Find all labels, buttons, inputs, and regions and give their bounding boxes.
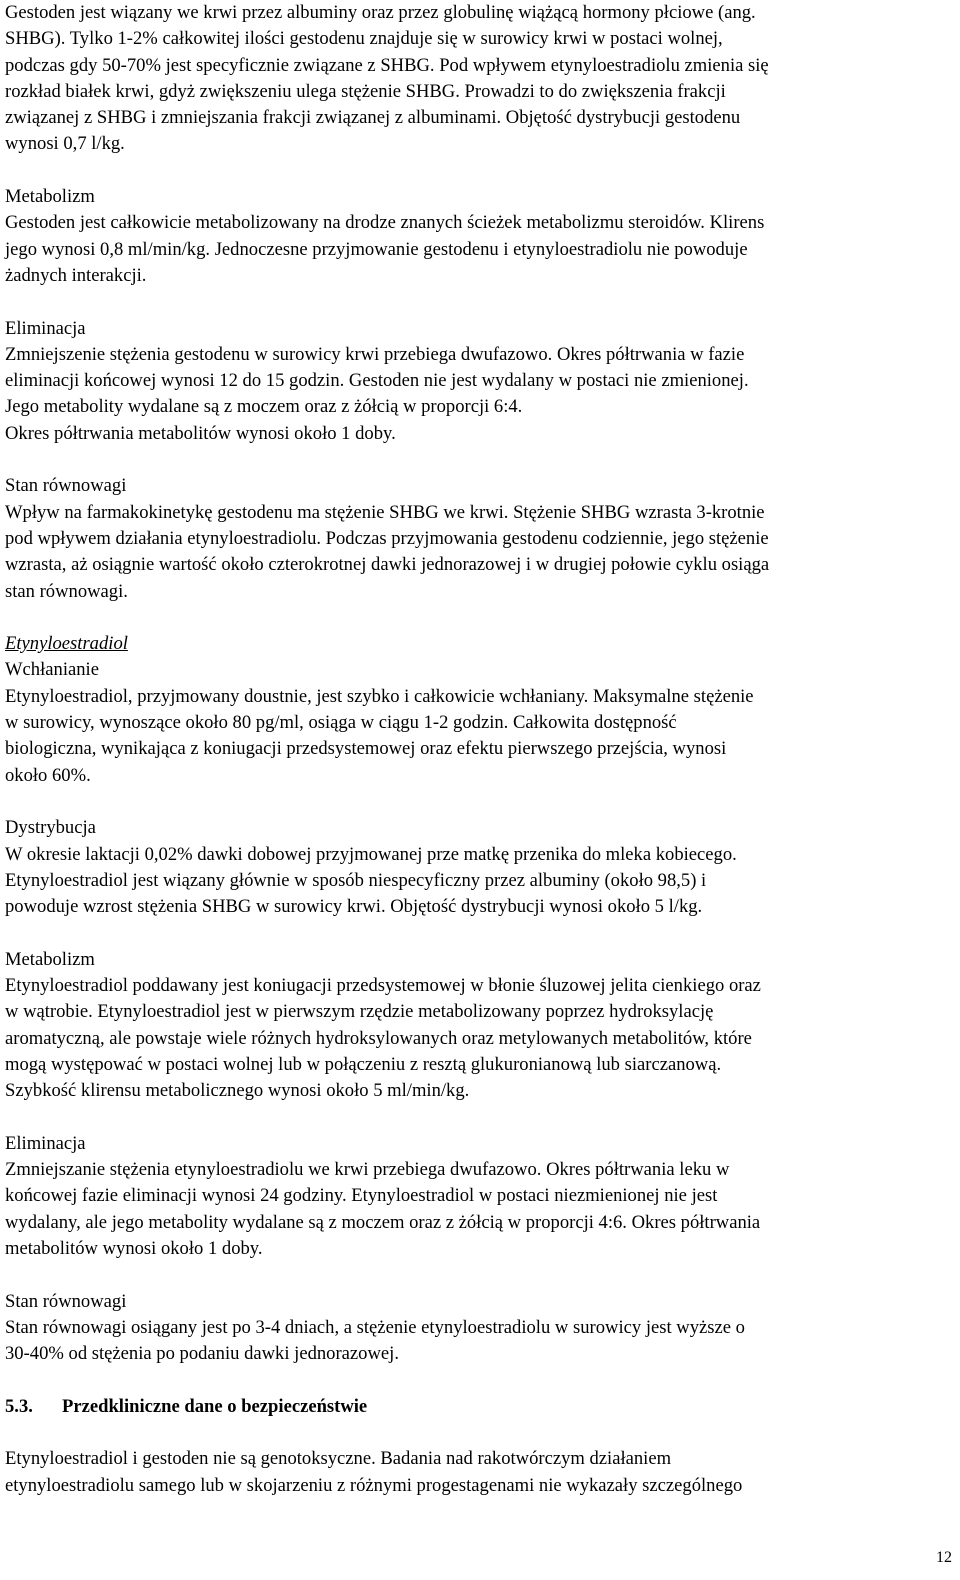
ethinylestradiol-steady-state-heading: Stan równowagi xyxy=(5,1290,127,1312)
gestoden-elimination-paragraph: Zmniejszenie stężenia gestodenu w surowicy krwi przebiega dwufazowo. Okres półtrwania w fazie eliminacji końcowej wynosi 12 do 15 godzin. Gestoden nie jest wydalany w postaci nie zmienionej. Jego metabolity wydalane są z moczem oraz z żółcią w proporcji 6:4. Okres półtrwania metabolitów wynosi około 1 doby. xyxy=(5,343,749,444)
ethinylestradiol-elimination-heading: Eliminacja xyxy=(5,1132,86,1154)
ethinylestradiol-distribution-paragraph: W okresie laktacji 0,02% dawki dobowej przyjmowanej prze matkę przenika do mleka kobiecego. Etynyloestradiol jest wiązany głównie w sposób niespecyficzny przez albuminy (około 98,5) i powoduje wzrost stężenia SHBG w surowicy krwi. Objętość dystrybucji wynosi około 5 l/kg. xyxy=(5,843,737,918)
section-heading xyxy=(5,1394,955,1420)
ethinylestradiol-metabolism-heading: Metabolizm xyxy=(5,948,95,970)
page-number: 12 xyxy=(936,1549,952,1566)
section-number: 5.3. xyxy=(5,1395,33,1417)
ethinylestradiol-metabolism-paragraph: Etynyloestradiol poddawany jest koniugacji przedsystemowej w błonie śluzowej jelita cienkiego oraz w wątrobie. Etynyloestradiol jest w pierwszym rzędzie metabolizowany poprzez hydroksylację aromatyczną, ale powstaje wiele różnych hydroksylowanych oraz metylowanych metabolitów, które mogą występować w postaci wolnej lub w połączeniu z resztą glukuronianową lub siarczanową. Szybkość klirensu metabolicznego wynosi około 5 ml/min/kg. xyxy=(5,974,761,1102)
gestoden-steady-state-heading: Stan równowagi xyxy=(5,475,127,497)
section-title: Przedkliniczne dane o bezpieczeństwie xyxy=(62,1395,368,1417)
gestoden-distribution-paragraph: Gestoden jest wiązany we krwi przez albuminy oraz przez globulinę wiążącą hormony płciowe (ang. SHBG). Tylko 1-2% całkowitej ilości gestodenu znajduje się w surowicy krwi w postaci wolnej, podczas gdy 50-70% jest specyficznie związane z SHBG. Pod wpływem etynyloestradiolu zmienia się rozkład białek krwi, gdyż zwiększeniu ulega stężenie SHBG. Prowadzi to do zwiększenia frakcji związanej z SHBG i zmniejszania frakcji związanej z albuminami. Objętość dystrybucji gestodenu wynosi 0,7 l/kg. xyxy=(5,2,769,155)
ethinylestradiol-elimination-paragraph: Zmniejszanie stężenia etynyloestradiolu we krwi przebiega dwufazowo. Okres półtrwania leku w końcowej fazie eliminacji wynosi 24 godziny. Etynyloestradiol w postaci niezmienionej nie jest wydalany, ale jego metabolity wydalane są z moczem oraz z żółcią w proporcji 4:6. Okres półtrwania metabolitów wynosi około 1 doby. xyxy=(5,1159,761,1259)
document-body xyxy=(5,0,955,1499)
ethinylestradiol-absorption-paragraph: Etynyloestradiol, przyjmowany doustnie, jest szybko i całkowicie wchłaniany. Maksymalne stężenie w surowicy, wynoszące około 80 pg/ml, osiąga w ciągu 1-2 godzin. Całkowita dostępność biologiczna, wynikająca z koniugacji przedsystemowej oraz efektu pierwszego przejścia, wynosi około 60%. xyxy=(5,685,754,786)
gestoden-elimination-heading: Eliminacja xyxy=(5,317,86,339)
ethinylestradiol-steady-state-paragraph: Stan równowagi osiągany jest po 3-4 dniach, a stężenie etynyloestradiolu w surowicy jest wyższe o 30-40% od stężenia po podaniu dawki jednorazowej. xyxy=(5,1316,745,1365)
gestoden-steady-state-paragraph: Wpływ na farmakokinetykę gestodenu ma stężenie SHBG we krwi. Stężenie SHBG wzrasta 3-krotnie pod wpływem działania etynyloestradiolu. Podczas przyjmowania gestodenu codziennie, jego stężenie wzrasta, aż osiągnie wartość około czterokrotnej dawki jednorazowej i w drugiej połowie cyklu osiąga stan równowagi. xyxy=(5,501,770,602)
ethinylestradiol-absorption-heading: Wchłanianie xyxy=(5,659,99,681)
gestoden-metabolism-heading: Metabolizm xyxy=(5,186,95,208)
gestoden-metabolism-paragraph: Gestoden jest całkowicie metabolizowany na drodze znanych ścieżek metabolizmu steroidów. Klirens jego wynosi 0,8 ml/min/kg. Jednoczesne przyjmowanie gestodenu i etynyloestradiolu nie powoduje żadnych interakcji. xyxy=(5,212,765,286)
ethinylestradiol-distribution-heading: Dystrybucja xyxy=(5,817,96,839)
preclinical-safety-paragraph: Etynyloestradiol i gestoden nie są genotoksyczne. Badania nad rakotwórczym działaniem etynyloestradiolu samego lub w skojarzeniu z różnymi progestagenami nie wykazały szczególnego xyxy=(5,1448,743,1496)
ethinylestradiol-title: Etynyloestradiol xyxy=(5,633,128,655)
